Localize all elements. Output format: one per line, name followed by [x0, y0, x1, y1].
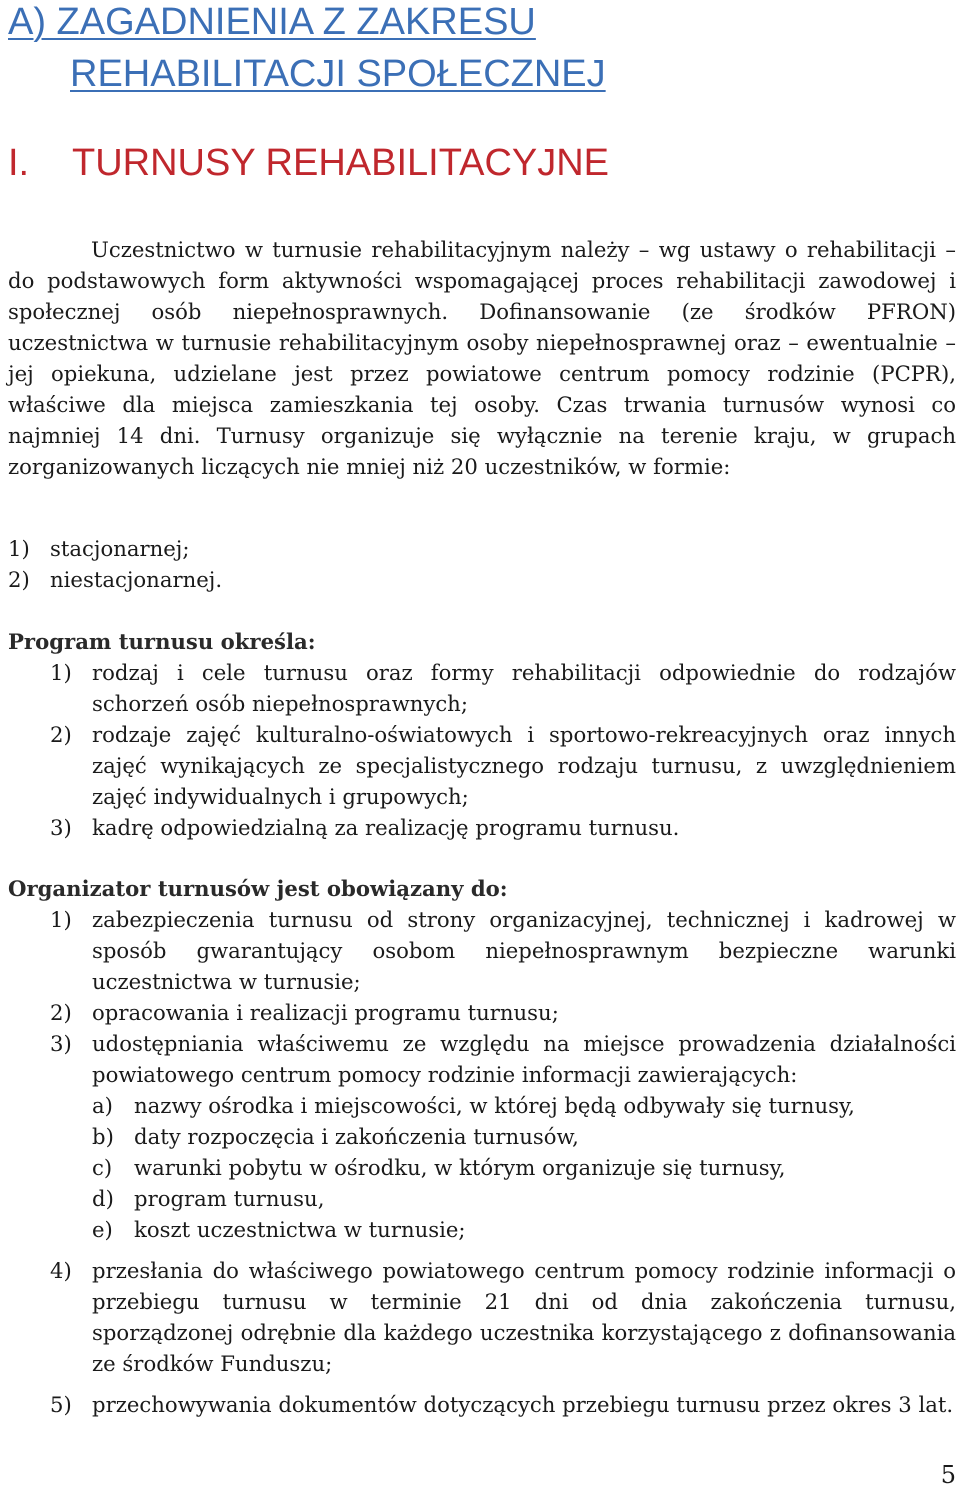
list-item	[50, 812, 956, 843]
list-item-text-main: udostępniania właściwemu ze względu na miejsce prowadzenia działalności powiatowego centrum pomocy rodzinie informacji zawierających:	[92, 1031, 956, 1087]
list-item	[50, 719, 956, 812]
list-item	[50, 1028, 956, 1245]
information-sublist	[92, 1090, 956, 1245]
list-item	[8, 564, 956, 595]
sublist-marker: a)	[92, 1093, 113, 1118]
page-number: 5	[940, 1461, 956, 1489]
program-list	[50, 657, 956, 843]
forms-list	[8, 533, 956, 595]
list-item-text: kadrę odpowiedzialną za realizację programu turnusu.	[92, 815, 680, 840]
list-item-text: zabezpieczenia turnusu od strony organizacyjnej, technicznej i kadrowej w sposób gwarantujący osobom niepełnosprawnym bezpieczne warunki uczestnictwa w turnusie;	[92, 907, 956, 994]
sublist-item	[92, 1090, 956, 1121]
sublist-item-text: nazwy ośrodka i miejscowości, w której będą odbywały się turnusy,	[134, 1093, 855, 1118]
sublist-marker: c)	[92, 1155, 113, 1180]
sublist-marker: e)	[92, 1217, 113, 1242]
list-item	[50, 1255, 956, 1379]
sublist-marker: d)	[92, 1186, 114, 1211]
section-heading-line-1: A) ZAGADNIENIA Z ZAKRESU	[8, 1, 536, 43]
chapter-number: I.	[8, 142, 30, 184]
organizer-label: Organizator turnusów jest obowiązany do:	[8, 876, 508, 901]
sublist-item-text: daty rozpoczęcia i zakończenia turnusów,	[134, 1124, 579, 1149]
list-marker: 2)	[8, 567, 30, 592]
sublist-item	[92, 1214, 956, 1245]
list-item-text: przechowywania dokumentów dotyczących przebiegu turnusu przez okres 3 lat.	[92, 1392, 954, 1417]
list-item	[50, 657, 956, 719]
list-marker: 5)	[50, 1392, 72, 1417]
list-marker: 1)	[50, 907, 72, 932]
organizer-list	[50, 904, 956, 1420]
sublist-item-text: koszt uczestnictwa w turnusie;	[134, 1217, 466, 1242]
sublist-item-text: warunki pobytu w ośrodku, w którym organizuje się turnusy,	[134, 1155, 786, 1180]
list-marker: 4)	[50, 1258, 72, 1283]
list-marker: 1)	[50, 660, 72, 685]
list-item-text: opracowania i realizacji programu turnusu;	[92, 1000, 559, 1025]
list-item-text: stacjonarnej;	[50, 536, 190, 561]
list-item	[50, 1389, 956, 1420]
list-marker: 3)	[50, 815, 72, 840]
chapter-heading	[8, 140, 609, 186]
chapter-title: TURNUSY REHABILITACYJNE	[72, 142, 610, 184]
section-heading-a	[8, 0, 908, 96]
sublist-marker: b)	[92, 1124, 114, 1149]
list-marker: 2)	[50, 1000, 72, 1025]
list-marker: 2)	[50, 722, 72, 747]
list-item-text: niestacjonarnej.	[50, 567, 223, 592]
list-marker: 1)	[8, 536, 30, 561]
list-item-text: rodzaje zajęć kulturalno-oświatowych i sportowo-rekreacyjnych oraz innych zajęć wynikających ze specjalistycznego rodzaju turnusu, z uwzględnieniem zajęć indywidualnych i grupowych;	[92, 722, 956, 809]
sublist-item	[92, 1183, 956, 1214]
list-item-text: przesłania do właściwego powiatowego centrum pomocy rodzinie informacji o przebiegu turnusu w terminie 21 dni od dnia zakończenia turnusu, sporządzonej odrębnie dla każdego uczestnika korzystającego z dofinansowania ze środków Funduszu;	[92, 1258, 956, 1376]
intro-paragraph: Uczestnictwo w turnusie rehabilitacyjnym należy – wg ustawy o rehabilitacji – do podstawowych form aktywności wspomagającej proces rehabilitacji zawodowej i społecznej osób niepełnosprawnych. Dofinansowanie (ze środków PFRON) uczestnictwa w turnusie rehabilitacyjnym osoby niepełnosprawnej oraz – ewentualnie – jej opiekuna, udzielane jest przez powiatowe centrum pomocy rodzinie (PCPR), właściwe dla miejsca zamieszkania tej osoby. Czas trwania turnusów wynosi co najmniej 14 dni. Turnusy organizuje się wyłącznie na terenie kraju, w grupach zorganizowanych liczących nie mniej niż 20 uczestników, w formie:	[8, 237, 956, 479]
list-marker: 3)	[50, 1031, 72, 1056]
list-item	[50, 997, 956, 1028]
list-item	[50, 904, 956, 997]
sublist-item	[92, 1121, 956, 1152]
sublist-item	[92, 1152, 956, 1183]
section-heading-line-2: REHABILITACJI SPOŁECZNEJ	[70, 53, 606, 95]
list-item-text	[92, 1028, 956, 1245]
program-label: Program turnusu określa:	[8, 629, 316, 654]
list-item	[8, 533, 956, 564]
list-item-text: rodzaj i cele turnusu oraz formy rehabilitacji odpowiednie do rodzajów schorzeń osób niepełnosprawnych;	[92, 660, 956, 716]
sublist-item-text: program turnusu,	[134, 1186, 325, 1211]
